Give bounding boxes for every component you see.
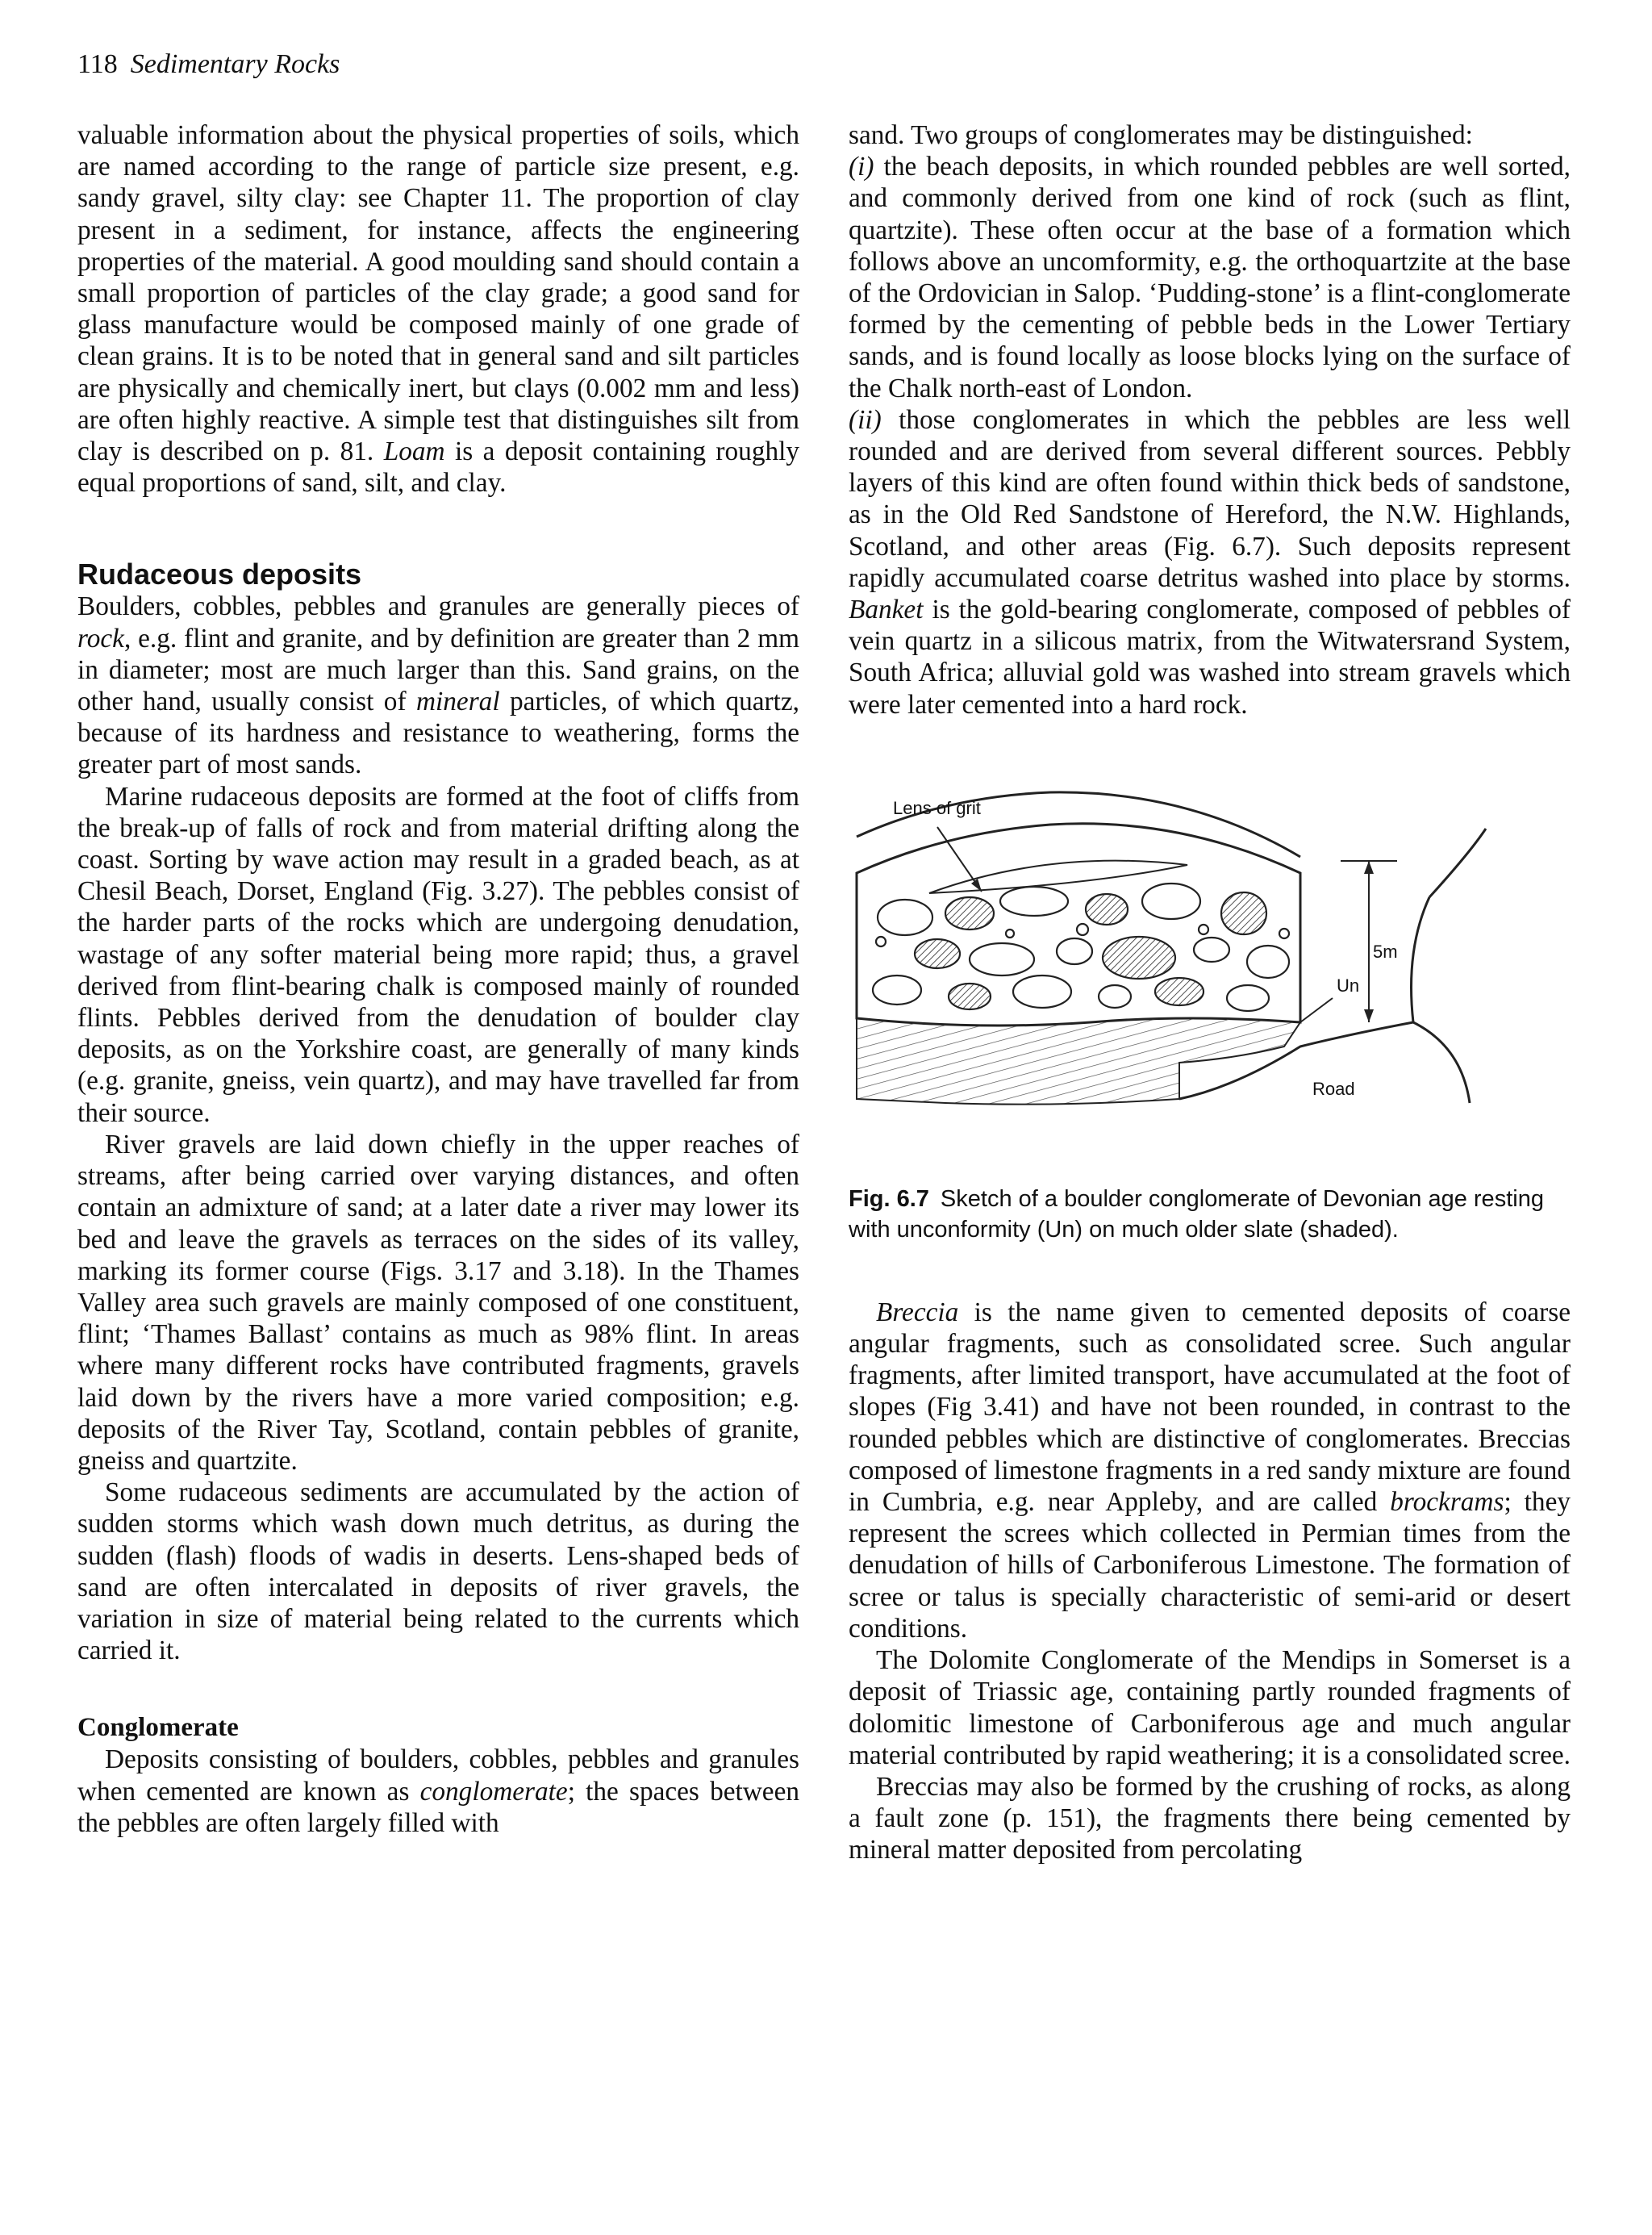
conglomerate-sketch	[849, 780, 1571, 1184]
slope-line	[1429, 829, 1486, 897]
label-lens-of-grit: Lens of grit	[893, 797, 981, 818]
term-banket: Banket	[849, 595, 924, 625]
label-road: Road	[1312, 1078, 1355, 1099]
term-rock: rock	[77, 623, 124, 654]
running-header	[77, 48, 340, 81]
paragraph-soils: valuable information about the physical properties of soils, which are named according to the range of particle size present, e.g. sandy gravel, silty clay: see Chapter 11. The proportion of clay present in a sediment, for instance, affects the engineering properties of the material. A good moulding sand should contain a small proportion of particles of the clay grade; a good sand for glass manufacture would be composed mainly of one grade of clean grains. It is to be noted that in general sand and silt particles are physically and chemically inert, but clays (0.002 mm and less) are often highly reactive. A simple test that distinguishes silt from clay is described on p. 81. Loam is a deposit containing roughly equal proportions of sand, silt, and clay.	[77, 120, 800, 499]
list-item-poorly-rounded: (ii) those conglomerates in which the pebbles are less well rounded and are derived from several different sources. Pebbly layers of this kind are often found within thick beds of sandstone, as in the Old Red Sandstone of Hereford, the N.W. Highlands, Scotland, and other areas (Fig. 6.7). Such deposits represent rapidly accumulated coarse detritus washed into place by storms. Banket is the gold-bearing conglomerate, composed of pebbles of vein quartz in a silicous matrix, from the Witwatersrand System, South Africa; alluvial gold was washed into stream gravels which were later cemented into a hard rock.	[849, 404, 1571, 720]
left-column	[77, 119, 799, 1839]
figure-caption: Fig. 6.7 Sketch of a boulder conglomerate of Devonian age resting with unconformity (Un) on much older slate (shaded).	[849, 1185, 1544, 1243]
label-unconformity: Un	[1337, 975, 1360, 996]
running-title: Sedimentary Rocks	[130, 49, 340, 79]
paragraph-breccia: Breccia is the name given to cemented deposits of coarse angular fragments, such as consolidated scree. Such angular fragments, after limited transport, have accumulated at the foot of slopes (Fig 3.41) and have not been rounded, in contrast to the rounded pebbles which are distinctive of conglomerates. Breccias composed of limestone fragments in a red sandy mixture are found in Cumbria, e.g. near Appleby, and are called brockrams; they represent the screes which collected in Permian times from the denudation of hills of Carboniferous Limestone. The formation of scree or talus is specially characteristic of semi-arid or desert conditions.	[849, 1297, 1571, 1644]
list-item-beach-deposits: (i) the beach deposits, in which rounded pebbles are well sorted, and commonly derived from one kind of rock (such as flint, quartzite). These often occur at the base of a formation which follows above an uncomformity, e.g. the orthoquartzite at the base of the Ordovician in Salop. ‘Pudding-stone’ is a flint-conglomerate formed by the cementing of pebble beds in the Lower Tertiary sands, and is found locally as loose blocks lying on the surface of the Chalk north-east of London.	[849, 152, 1571, 403]
term-loam: Loam	[383, 437, 445, 467]
label-height: 5m	[1373, 941, 1398, 962]
paragraph-dolomite: The Dolomite Conglomerate of the Mendips in Somerset is a deposit of Triassic age, containing partly rounded fragments of dolomitic limestone of Carboniferous age and much angular material contributed by rapid weathering; it is a consolidated scree.	[849, 1645, 1571, 1770]
right-column	[849, 119, 1571, 1866]
paragraph-marine: Marine rudaceous deposits are formed at the foot of cliffs from the break-up of falls of rock and from material drifting along the coast. Sorting by wave action may result in a graded beach, as at Chesil Beach, Dorset, England (Fig. 3.27). The pebbles consist of the harder parts of the rocks which are undergoing denudation, wastage of any softer material being more rapid; thus, a gravel derived from flint-bearing chalk is composed mainly of rounded flints. Pebbles derived from the denudation of boulder clay deposits, as on the Yorkshire coast, are generally of many kinds (e.g. granite, gneiss, vein quartz), and may have travelled far from their source.	[77, 781, 799, 1128]
paragraph-conglomerate: Deposits consisting of boulders, cobbles, pebbles and granules when cemented are known as conglomerate; the spaces between the pebbles are often largely filled with	[77, 1744, 799, 1838]
term-mineral: mineral	[415, 687, 500, 717]
section-heading-rudaceous: Rudaceous deposits	[77, 558, 362, 591]
paragraph-boulders: Boulders, cobbles, pebbles and granules are generally pieces of rock, e.g. flint and granite, and by definition are greater than 2 mm in diameter; most are much larger than this. Sand grains, on the other hand, usually consist of mineral particles, of which quartz, because of its hardness and resistance to weathering, forms the greater part of most sands.	[77, 591, 799, 780]
term-breccia: Breccia	[876, 1297, 959, 1327]
paragraph-two-groups: sand. Two groups of conglomerates may be distinguished:	[849, 120, 1473, 150]
term-conglomerate: conglomerate	[419, 1776, 568, 1807]
paragraph-fault-breccia: Breccias may also be formed by the crushing of rocks, as along a fault zone (p. 151), the fragments there being cemented by mineral matter deposited from percolating	[849, 1771, 1571, 1865]
paragraph-storms: Some rudaceous sediments are accumulated by the action of sudden storms which wash down much detritus, as during the sudden (flash) floods of wadis in deserts. Lens-shaped beds of sand are often intercalated in deposits of river gravels, the variation in size of material being related to the currents which carried it.	[77, 1477, 799, 1666]
term-brockrams: brockrams	[1390, 1487, 1504, 1518]
page-number: 118	[77, 49, 118, 79]
figure-6-7	[849, 780, 1571, 1184]
paragraph-river-gravels: River gravels are laid down chiefly in the upper reaches of streams, after being carried over varying distances, and often contain an admixture of sand; at a later date a river may lower its bed and leave the gravels as terraces on the sides of its valley, marking its former course (Figs. 3.17 and 3.18). In the Thames Valley area such gravels are mainly composed of one constituent, flint; ‘Thames Ballast’ contains as much as 98% flint. In areas where many different rocks have contributed fragments, gravels laid down by the rivers have a more varied composition; e.g. deposits of the River Tay, Scotland, contain pebbles of granite, gneiss and quartzite.	[77, 1129, 799, 1476]
section-heading-conglomerate: Conglomerate	[77, 1713, 239, 1743]
slate-bed	[857, 1018, 1300, 1105]
